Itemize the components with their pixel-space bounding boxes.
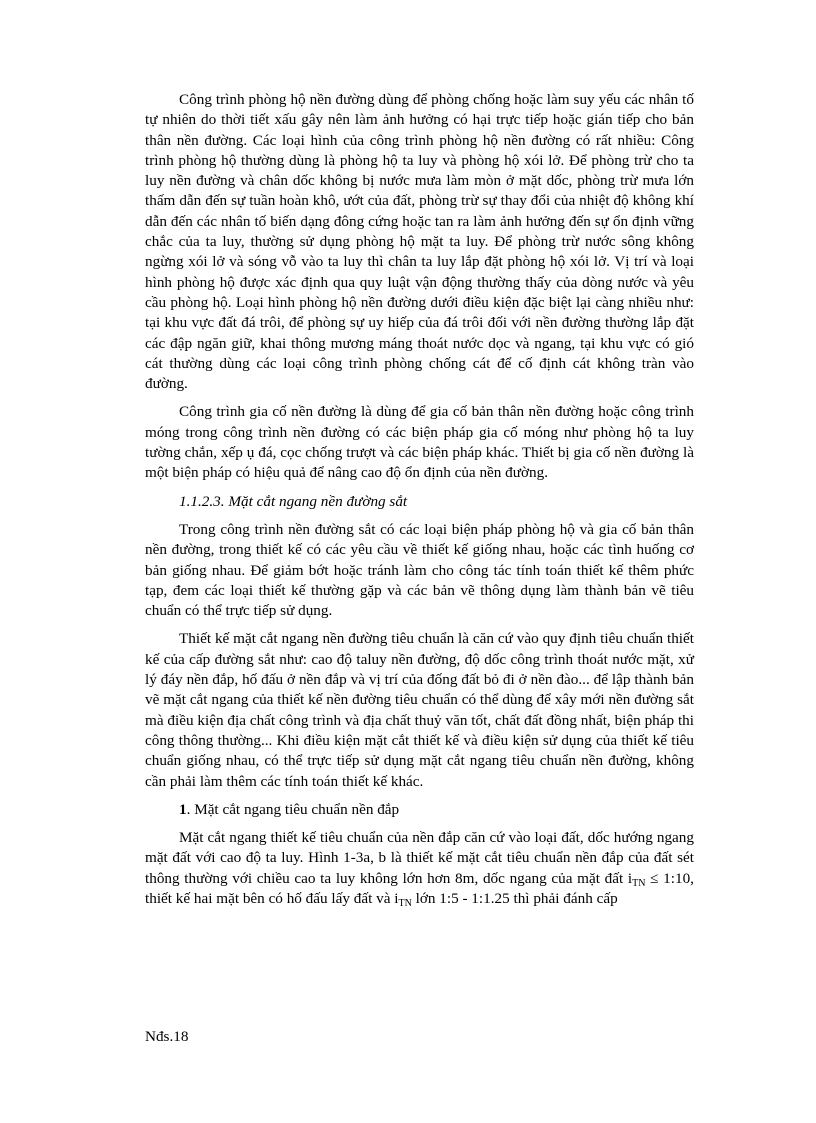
section-heading-railway-cross-section: 1.1.2.3. Mặt cắt ngang nền đường sắt [179, 492, 408, 510]
paragraph-embankment-standard-design [145, 828, 694, 909]
document-body [145, 90, 694, 917]
subscript-tn-2: TN [398, 897, 412, 909]
page-footer-number: Nđs.18 [145, 1028, 189, 1045]
paragraph-subgrade-reinforcement: Công trình gia cố nền đường là dùng để gia cố bản thân nền đường hoặc công trình móng trong công trình nền đường có các biện pháp gia cố móng như phòng hộ ta luy tường chắn, xếp ụ đá, cọc chống trượt và các biện pháp khác. Thiết bị gia cố nền đường là một biện pháp có hiệu quả để nâng cao độ ổn định của nền đường. [145, 403, 694, 482]
paragraph-text-part-2: ≤ 1:10, thiết kế hai mặt bên có hố đấu lấy đất và i [145, 869, 694, 907]
paragraph-text-part-1: Mặt cắt ngang thiết kế tiêu chuẩn của nền đắp căn cứ vào loại đất, dốc hướng ngang mặt đất với cao độ ta luy. Hình 1-3a, b là thiết kế mặt cắt tiêu chuẩn nền đắp của đất sét thông thường với chiều cao ta luy không lớn hơn 8m, dốc ngang của mặt đất i [145, 829, 694, 887]
heading-number: 1 [179, 800, 187, 818]
paragraph-standard-drawings: Trong công trình nền đường sắt có các loại biện pháp phòng hộ và gia cố bản thân nền đường, trong thiết kế có các yêu cầu về thiết kế giống nhau, hoặc các tình huống cơ bản giống nhau. Để giảm bớt hoặc tránh làm cho công tác tính toán thiết kế thêm phức tạp, đem các loại thiết kế thường gặp và các bản vẽ thông dụng làm thành bản vẽ tiêu chuẩn có thể trực tiếp sử dụng. [145, 520, 694, 620]
section-heading-embankment-cross-section [145, 800, 694, 820]
subscript-tn-1: TN [632, 877, 646, 889]
paragraph-text-part-3: lớn 1:5 - 1:1.25 thì phải đánh cấp [411, 889, 618, 907]
paragraph-standard-cross-section-design: Thiết kế mặt cắt ngang nền đường tiêu chuẩn là căn cứ vào quy định tiêu chuẩn thiết kế của cấp đường sắt như: cao độ taluy nền đường, độ dốc công trình thoát nước mặt, xử lý đáy nền đắp, hố đấu ở nền đắp và vị trí của đống đất bỏ đi ở nền đào... để lập thành bản vẽ mặt cắt ngang của thiết kế nền đường tiêu chuẩn có thể dùng để xây mới nền đường sắt mà điều kiện địa chất công trình và địa chất thuỷ văn tốt, chất đất đồng nhất, biện pháp thi công thông thường... Khi điều kiện mặt cắt thiết kế và điều kiện sử dụng của thiết kế tiêu chuẩn giống nhau, có thể trực tiếp sử dụng mặt cắt ngang tiêu chuẩn nền đường, không cần phải làm thêm các tính toán thiết kế khác. [145, 630, 694, 790]
heading-text: . Mặt cắt ngang tiêu chuẩn nền đắp [186, 800, 400, 818]
paragraph-subgrade-protection: Công trình phòng hộ nền đường dùng để phòng chống hoặc làm suy yếu các nhân tố tự nhiên do thời tiết xấu gây nên làm ảnh hưởng có hại trực tiếp hoặc gián tiếp cho bản thân nền đường. Các loại hình của công trình phòng hộ nền đường có rất nhiều: Công trình phòng hộ thường dùng là phòng hộ ta luy và phòng hộ xói lở. Để phòng trừ cho ta luy nền đường và chân dốc không bị nước mưa làm mòn ở mặt dốc, phòng trừ mưa lớn thấm dẫn đến sự tuần hoàn khô, ướt của đất, phòng trừ sự thay đổi của nhiệt độ không khí dẫn đến các nhân tố biến dạng đông cứng hoặc tan ra làm ảnh hưởng đến sự ổn định vững chắc của ta luy, thường sử dụng phòng hộ mặt ta luy. Để phòng trừ nước sông không ngừng xói lở và sóng vỗ vào ta luy thì chân ta luy lắp đặt phòng hộ xói lở. Vị trí và loại hình phòng hộ được xác định qua quy luật vận động thường thấy của dòng nước và yêu cầu phòng hộ. Loại hình phòng hộ nền đường dưới điều kiện đặc biệt lại càng nhiều như: tại khu vực đất đá trôi, để phòng sự uy hiếp của đá trôi đối với nền đường thường lắp đặt các đập ngăn giữ, khai thông mương máng thoát nước dọc và ngang, tại khu vực có gió cát thường dùng các loại công trình phòng chống cát để cố định cát không tràn vào đường. [145, 91, 694, 393]
